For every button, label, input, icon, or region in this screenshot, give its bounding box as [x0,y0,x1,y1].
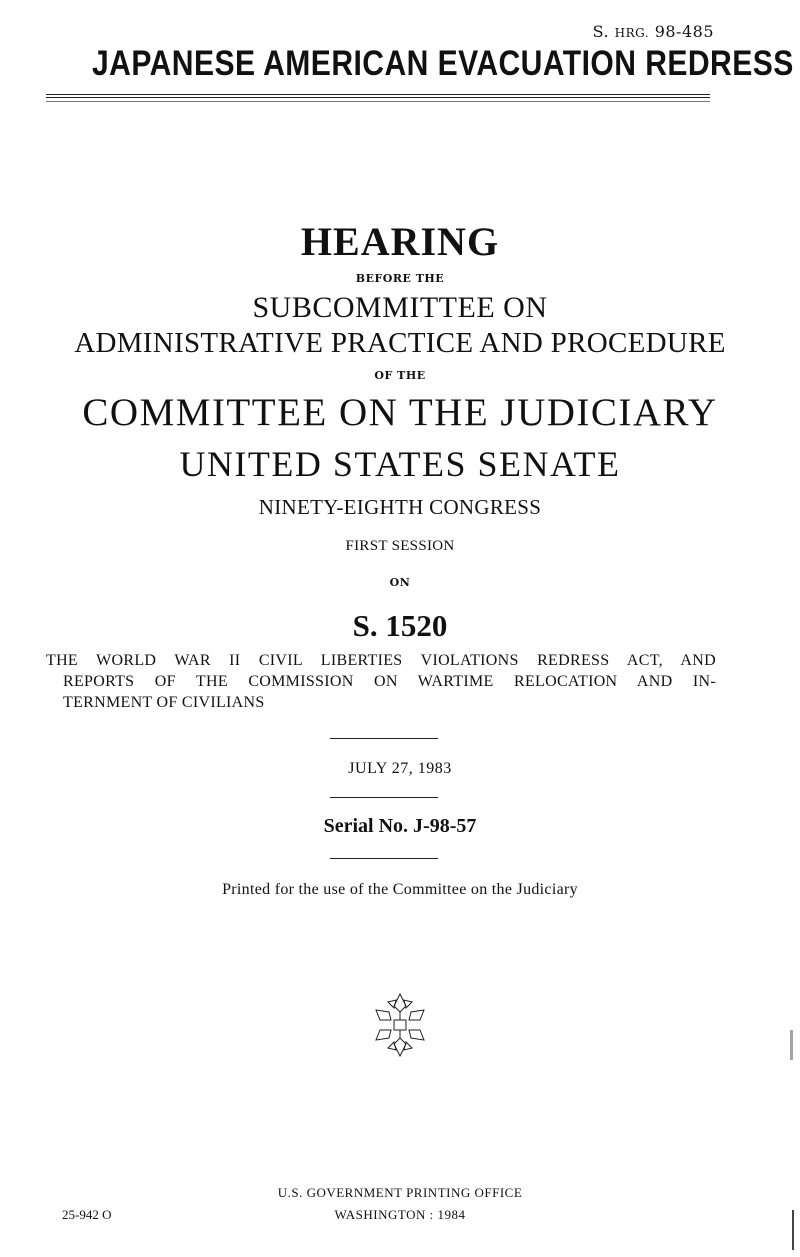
hrg-number: 98-485 [649,22,714,41]
committee-name: COMMITTEE ON THE JUDICIARY [82,391,718,434]
title-rule-thin [46,101,710,102]
subcommittee-name: ADMINISTRATIVE PRACTICE AND PROCEDURE [74,327,726,359]
title-rule [46,94,710,98]
senate-name: UNITED STATES SENATE [179,444,621,484]
bill-description [46,650,716,713]
session-name: FIRST SESSION [345,538,455,554]
on-label: ON [389,576,411,589]
before-the: BEFORE THE [355,272,445,285]
congress-name: NINETY-EIGHTH CONGRESS [258,495,542,519]
printed-for: Printed for the use of the Committee on the Judiciary [222,881,578,898]
subcommittee-heading: SUBCOMMITTEE ON [252,291,548,324]
publication-place-date: WASHINGTON : 1984 [334,1207,466,1222]
scan-edge-mark [792,1210,794,1250]
document-title: JAPANESE AMERICAN EVACUATION REDRESS [92,44,794,83]
gpo-seal-icon [370,990,430,1060]
hrg-prefix: S. [592,22,615,41]
print-code: 25-942 O [62,1207,112,1222]
bill-number: S. 1520 [352,608,448,643]
bill-description-line-3: TERNMENT OF CIVILIANS [63,694,265,711]
of-the: OF THE [374,369,426,382]
bill-description-line-2: REPORTS OF THE COMMISSION ON WARTIME RELOCATION AND IN- [63,673,716,690]
scan-edge-mark [790,1030,793,1060]
divider-rule [330,797,438,798]
divider-rule [330,858,438,859]
hrg-abbrev: HRG. [614,26,650,40]
divider-rule [330,738,438,739]
bill-description-line-1: THE WORLD WAR II CIVIL LIBERTIES VIOLATIONS REDRESS ACT, AND [46,652,716,669]
serial-number: Serial No. J-98-57 [323,815,477,837]
printing-office: U.S. GOVERNMENT PRINTING OFFICE [277,1185,523,1200]
hearing-date: JULY 27, 1983 [348,760,452,777]
hearing-number [593,22,714,41]
hearing-heading: HEARING [300,219,500,264]
